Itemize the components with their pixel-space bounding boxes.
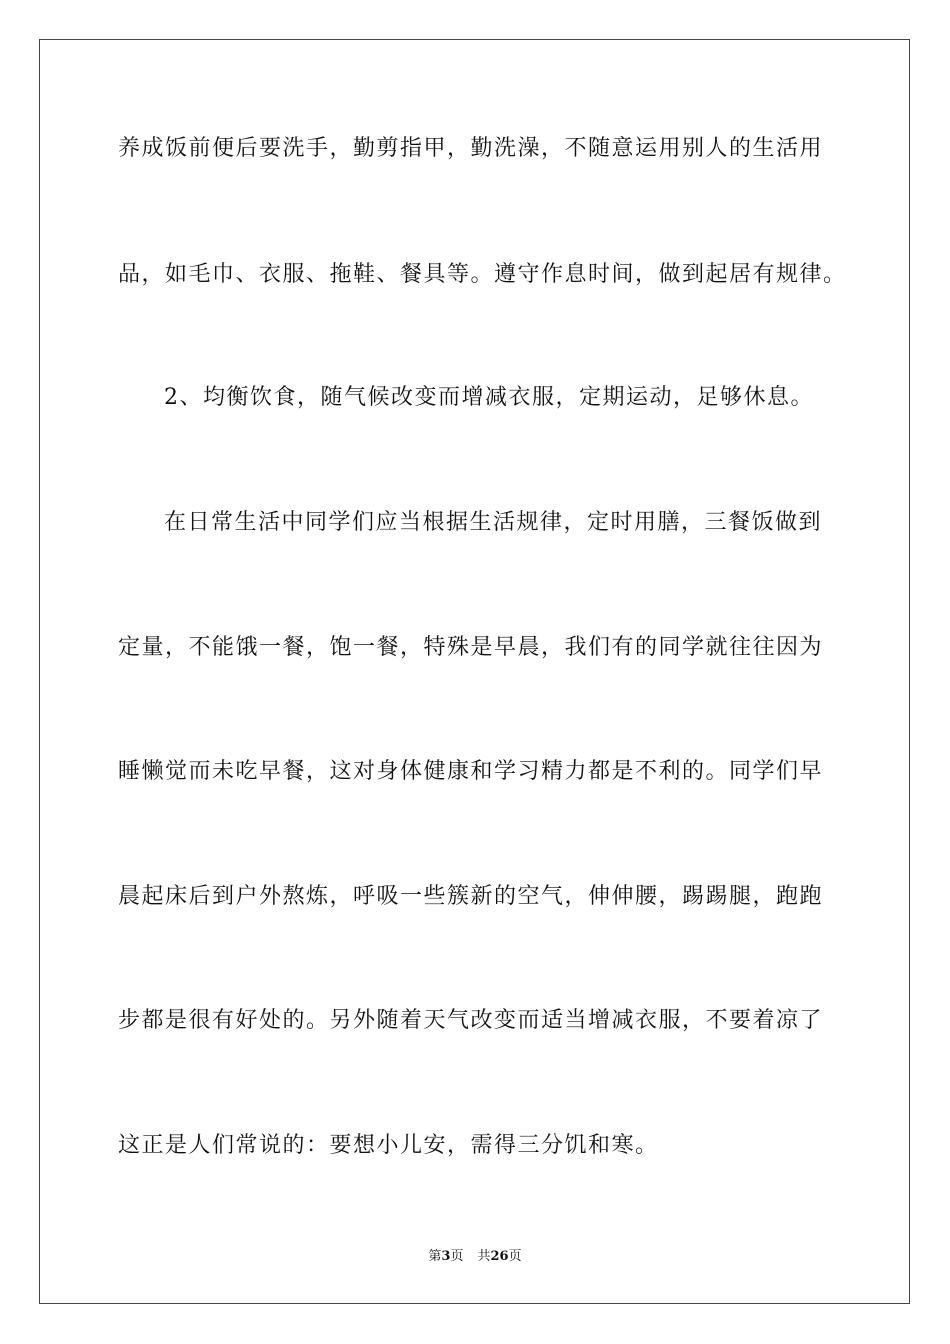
text-line-6: 睡懒觉而未吃早餐，这对身体健康和学习精力都是不利的。同学们早	[118, 759, 824, 784]
total-pages: 26	[490, 1249, 509, 1264]
text-line-8: 步都是很有好处的。另外随着天气改变而适当增减衣服，不要着凉了	[118, 1008, 824, 1033]
page-prefix: 第	[428, 1249, 442, 1264]
text-line-4: 在日常生活中同学们应当根据生活规律，定时用膳，三餐饭做到	[164, 510, 823, 535]
total-prefix: 共	[477, 1249, 491, 1264]
page-suffix: 页	[450, 1249, 464, 1264]
page-border	[39, 39, 910, 1304]
text-line-9: 这正是人们常说的：要想小儿安，需得三分饥和寒。	[118, 1133, 659, 1158]
page-footer	[0, 1248, 950, 1266]
text-line-2: 品，如毛巾、衣服、拖鞋、餐具等。遵守作息时间，做到起居有规律。	[118, 262, 847, 287]
page-number: 3	[441, 1249, 451, 1264]
text-line-3: 2、均衡饮食，随气候改变而增减衣服，定期运动，足够休息。	[164, 385, 814, 410]
text-line-5: 定量，不能饿一餐，饱一餐，特殊是早晨，我们有的同学就往往因为	[118, 635, 824, 660]
text-line-1: 养成饭前便后要洗手，勤剪指甲，勤洗澡，不随意运用别人的生活用	[118, 136, 824, 161]
total-suffix: 页	[508, 1249, 522, 1264]
text-line-7: 晨起床后到户外熬炼，呼吸一些簇新的空气，伸伸腰，踢踢腿，跑跑	[118, 884, 824, 909]
